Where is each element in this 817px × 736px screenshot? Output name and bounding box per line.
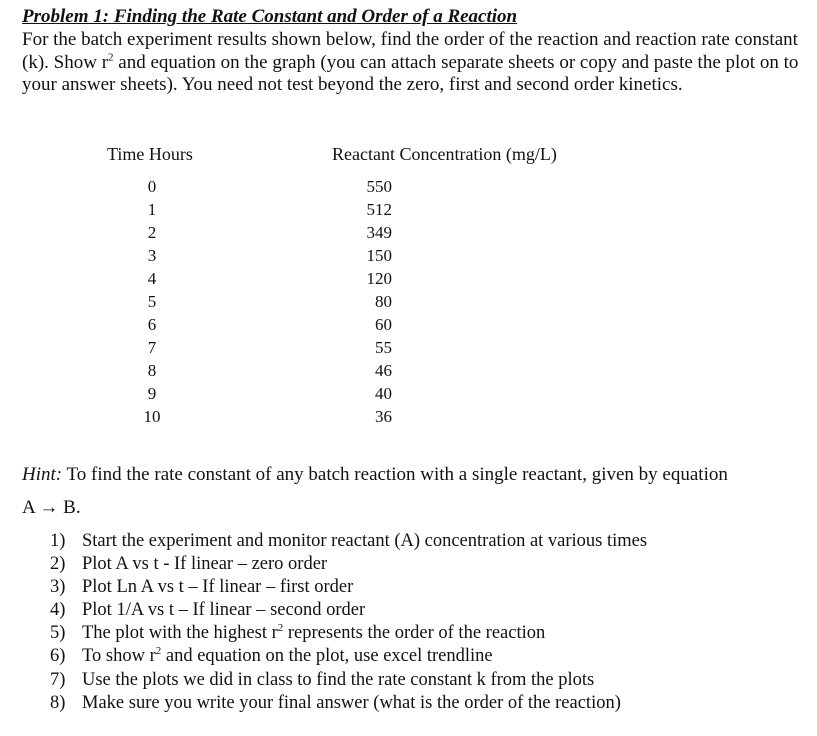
concentration-value: 36 xyxy=(375,407,392,427)
hint-paragraph xyxy=(22,463,728,487)
hint-text: To find the rate constant of any batch reaction with a single reactant, given by equation xyxy=(62,464,728,485)
time-value: 4 xyxy=(147,269,157,289)
step-superscript: 2 xyxy=(277,622,284,635)
time-value: 5 xyxy=(147,292,157,312)
time-value: 1 xyxy=(147,200,157,220)
step-item xyxy=(50,576,647,599)
concentration-column xyxy=(352,175,392,429)
intro-text-1: For the batch experiment results shown below, find the order of the reaction and reaction rate constant (k). Show r xyxy=(22,29,798,73)
time-value: 6 xyxy=(147,315,157,335)
step-text: Plot 1/A vs t – If linear – second order xyxy=(82,600,366,621)
step-text: Plot A vs t - If linear – zero order xyxy=(82,554,328,575)
concentration-value: 512 xyxy=(366,200,392,220)
concentration-value: 550 xyxy=(366,177,392,196)
step-text: To show r xyxy=(82,646,156,667)
step-item xyxy=(50,645,647,668)
concentration-value: 80 xyxy=(375,292,392,312)
intro-superscript: 2 xyxy=(108,51,114,64)
step-item xyxy=(50,553,647,576)
time-column xyxy=(136,175,168,429)
problem-title: Problem 1: Finding the Rate Constant and Order of a Reaction xyxy=(22,6,518,27)
step-number: 7) xyxy=(50,669,66,690)
step-item xyxy=(50,692,647,715)
hint-equation: A → B. xyxy=(22,497,81,518)
time-value: 8 xyxy=(147,361,157,381)
time-value: 9 xyxy=(147,384,157,404)
step-item xyxy=(50,669,647,692)
step-text: Make sure you write your final answer (what is the order of the reaction) xyxy=(82,692,621,713)
step-number: 8) xyxy=(50,692,66,713)
step-text: Start the experiment and monitor reactant (A) concentration at various times xyxy=(82,531,648,551)
time-value: 3 xyxy=(147,246,157,266)
hint-label: Hint: xyxy=(22,464,63,485)
concentration-value: 55 xyxy=(375,338,392,358)
step-number: 4) xyxy=(50,600,66,621)
step-item xyxy=(50,622,647,645)
step-number: 2) xyxy=(50,554,66,575)
time-value: 2 xyxy=(147,223,157,243)
concentration-value: 150 xyxy=(366,246,392,266)
time-value: 7 xyxy=(147,338,157,358)
step-number: 1) xyxy=(50,531,66,551)
concentration-value: 349 xyxy=(366,223,392,243)
step-number: 5) xyxy=(50,623,66,644)
step-text: The plot with the highest r xyxy=(82,623,278,644)
intro-text-2: and equation on the graph (you can attach separate sheets or copy and paste the plot on to your answer sheets). You need not test beyond the zero, first and second order kinetics. xyxy=(22,51,799,95)
concentration-value: 120 xyxy=(366,269,392,289)
step-number: 6) xyxy=(50,646,66,667)
step-superscript: 2 xyxy=(155,645,162,658)
time-value: 0 xyxy=(147,177,157,196)
time-column-header: Time Hours xyxy=(107,144,193,164)
step-text-continued: and equation on the plot, use excel trendline xyxy=(161,646,493,667)
steps-list xyxy=(50,530,647,715)
concentration-column-header: Reactant Concentration (mg/L) xyxy=(332,144,557,164)
concentration-value: 46 xyxy=(375,361,392,381)
concentration-value: 60 xyxy=(375,315,392,335)
step-item xyxy=(50,530,647,553)
step-text: Plot Ln A vs t – If linear – first order xyxy=(82,577,354,598)
concentration-value: 40 xyxy=(375,384,392,404)
step-item xyxy=(50,599,647,622)
step-text: Use the plots we did in class to find the rate constant k from the plots xyxy=(82,669,595,690)
step-text-continued: represents the order of the reaction xyxy=(283,623,546,644)
step-number: 3) xyxy=(50,577,66,598)
time-value: 10 xyxy=(143,407,161,427)
problem-intro xyxy=(22,29,812,97)
